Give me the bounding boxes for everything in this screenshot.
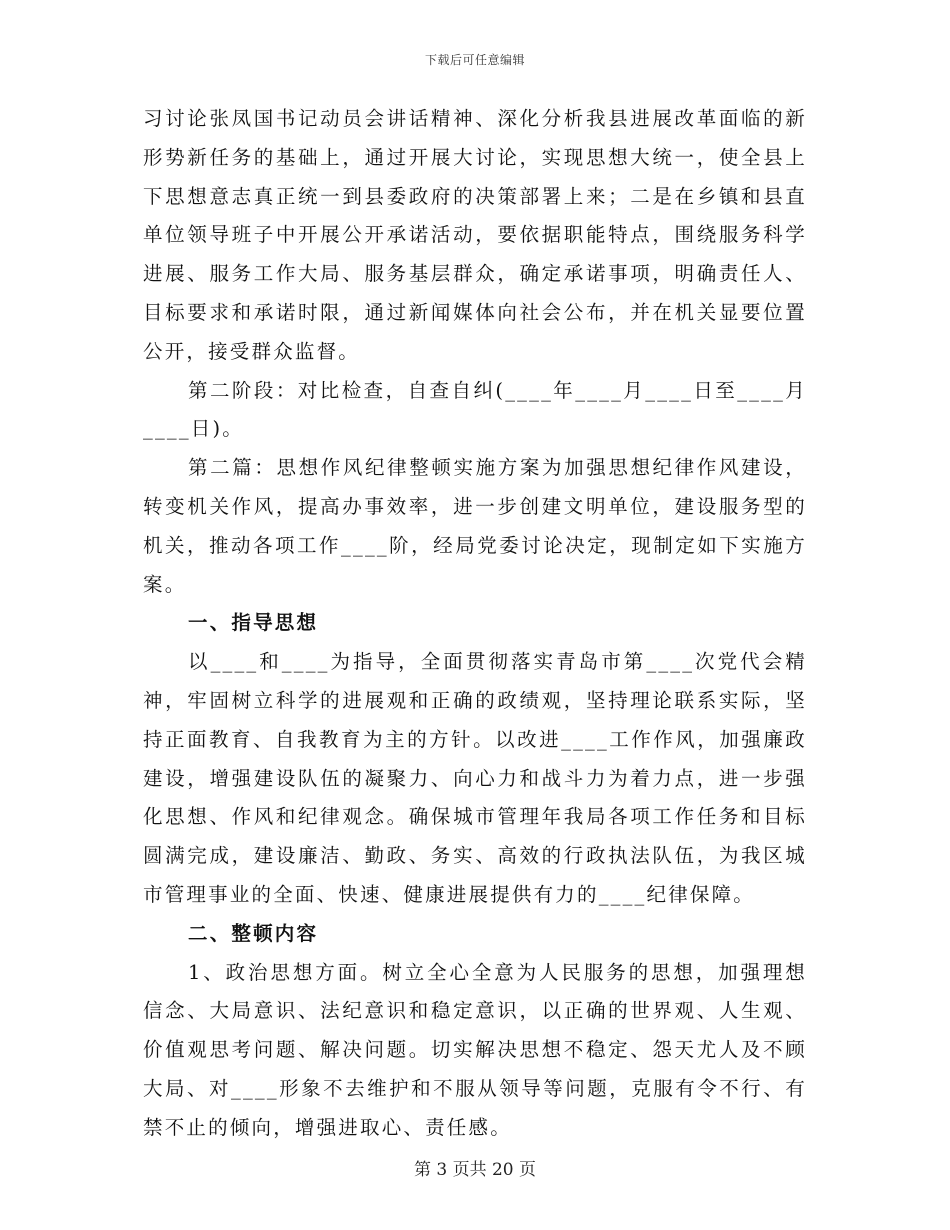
- body-paragraph: 第二篇：思想作风纪律整顿实施方案为加强思想纪律作风建设，转变机关作风，提高办事效率，进一步创建文明单位，建设服务型的机关，推动各项工作____阶，经局党委讨论决定，现制定如下实施方案。: [143, 456, 807, 596]
- page-header-note: 下载后可任意编辑: [424, 53, 525, 67]
- body-paragraph: 第二阶段：对比检查，自查自纠(____年____月____日至____月____日)。: [143, 378, 807, 441]
- page-number-footer: 第 3 页共 20 页: [413, 1160, 537, 1180]
- body-paragraph: 以____和____为指导，全面贯彻落实青岛市第____次党代会精神，牢固树立科学的进展观和正确的政绩观，坚持理论联系实际，坚持正面教育、自我教育为主的方针。以改进____工作作风，加强廉政建设，增强建设队伍的凝聚力、向心力和战斗力为着力点，进一步强化思想、作风和纪律观念。确保城市管理年我局各项工作任务和目标圆满完成，建设廉洁、勤政、务实、高效的行政执法队伍，为我区城市管理事业的全面、快速、健康进展提供有力的____纪律保障。: [143, 650, 807, 906]
- section-heading: 一、指导思想: [188, 611, 319, 635]
- section-heading: 二、整顿内容: [188, 921, 319, 945]
- document-body: [143, 100, 807, 1148]
- body-paragraph: 1、政治思想方面。树立全心全意为人民服务的思想，加强理想信念、大局意识、法纪意识和稳定意识，以正确的世界观、人生观、价值观思考问题、解决问题。切实解决思想不稳定、怨天尤人及不顾大局、对____形象不去维护和不服从领导等问题，克服有令不行、有禁不止的倾向，增强进取心、责任感。: [143, 960, 807, 1139]
- body-paragraph: 习讨论张凤国书记动员会讲话精神、深化分析我县进展改革面临的新形势新任务的基础上，通过开展大讨论，实现思想大统一，使全县上下思想意志真正统一到县委政府的决策部署上来；二是在乡镇和县直单位领导班子中开展公开承诺活动，要依据职能特点，围绕服务科学进展、服务工作大局、服务基层群众，确定承诺事项，明确责任人、目标要求和承诺时限，通过新闻媒体向社会公布，并在机关显要位置公开，接受群众监督。: [143, 107, 807, 363]
